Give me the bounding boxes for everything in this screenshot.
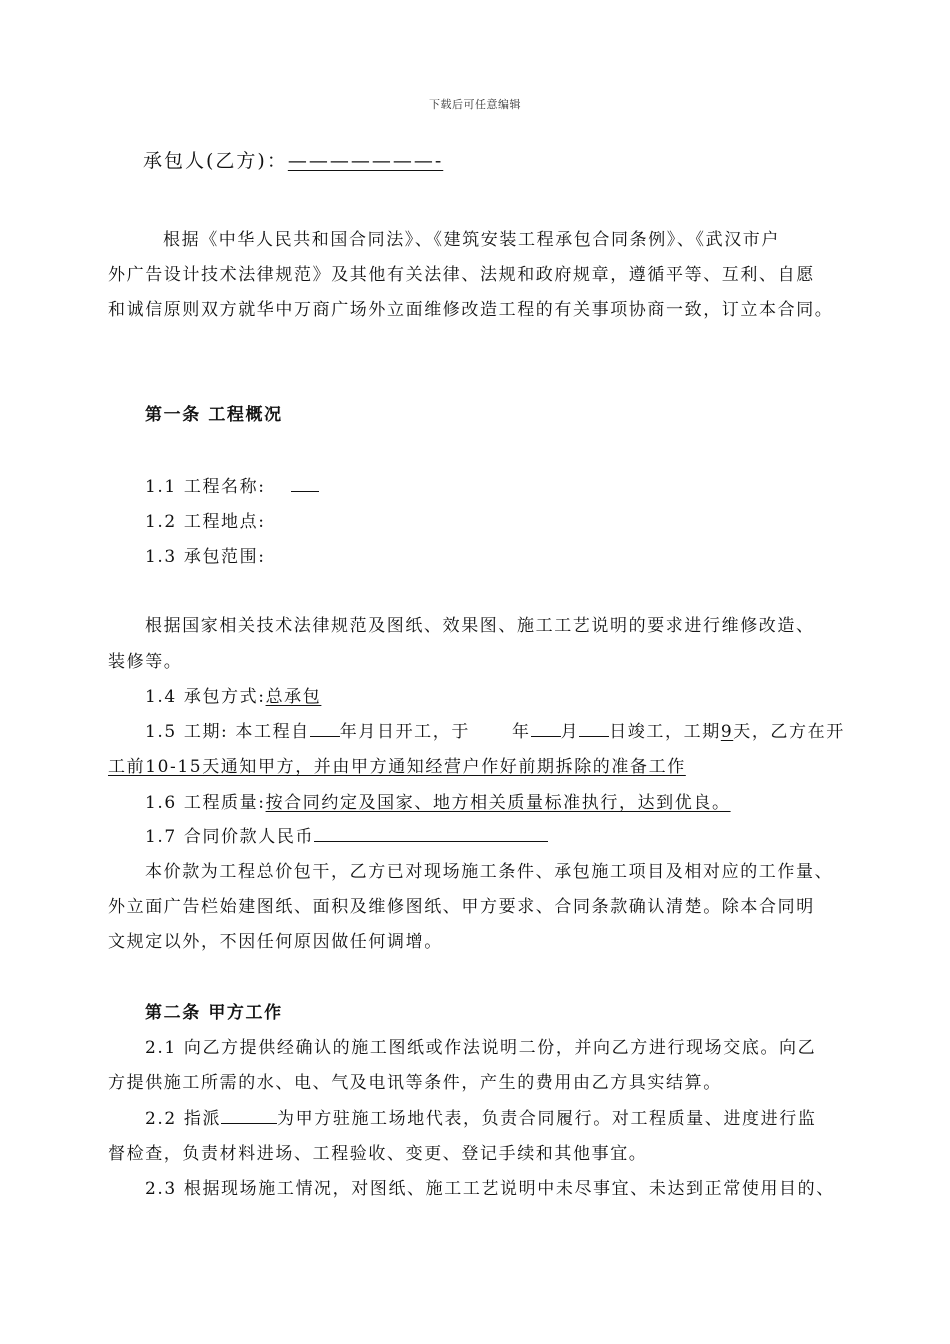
period-text-2: 年月日开工，于 (339, 722, 470, 742)
period-text-1: 1.5 工期: 本工程自 (145, 722, 310, 742)
construction-period-line-2 (108, 752, 686, 777)
period-end-month-blank (531, 718, 561, 737)
period-text-6: 天，乙方在开 (733, 722, 845, 742)
scope-text-line-1: 根据国家相关技术法律规范及图纸、效果图、施工工艺说明的要求进行维修改造、 (145, 616, 815, 636)
contractor-line (143, 146, 524, 173)
preamble-line-2: 外广告设计技术法律规范》及其他有关法律、法规和政府规章，遵循平等、互利、自愿 (108, 265, 815, 285)
construction-period-line-1 (145, 717, 845, 742)
price-text-line-2: 外立面广告栏始建图纸、面积及维修图纸、甲方要求、合同条款确认清楚。除本合同明 (108, 897, 815, 917)
party-a-item-2-1-line-1: 2.1 向乙方提供经确认的施工图纸或作法说明二份，并向乙方进行现场交底。向乙 (145, 1038, 817, 1058)
price-text-line-1: 本价款为工程总价包干，乙方已对现场施工条件、承包施工项目及相对应的工作量、 (145, 862, 834, 882)
period-text-3: 年 (511, 722, 531, 742)
contract-mode-label: 1.4 承包方式: (145, 687, 266, 707)
representative-blank (221, 1105, 277, 1124)
party-a-item-2-2-line-1 (145, 1104, 816, 1129)
contract-price-line (145, 822, 548, 847)
period-notice-text: 工前10-15天通知甲方，并由甲方通知经营户作好前期拆除的准备工作 (108, 757, 686, 777)
item-2-2-text-1: 2.2 指派 (145, 1109, 222, 1129)
period-text-5: 日竣工，工期 (609, 722, 721, 742)
article-2-heading: 第二条 甲方工作 (145, 1003, 283, 1023)
contract-mode-line (145, 682, 335, 707)
contract-scope-label: 1.3 承包范围: (145, 547, 266, 567)
project-location-label: 1.2 工程地点: (145, 512, 266, 532)
contract-price-blank (314, 823, 548, 842)
contractor-blank: ———————- (287, 150, 444, 172)
item-2-2-text-2: 为甲方驻施工场地代表，负责合同履行。对工程质量、进度进行监 (277, 1109, 817, 1129)
period-days-value: 9 (720, 722, 734, 742)
party-a-item-2-1-line-2: 方提供施工所需的水、电、气及电讯等条件，产生的费用由乙方具实结算。 (108, 1073, 722, 1093)
project-name-blank (291, 473, 319, 492)
contract-mode-value: 总承包 (265, 687, 322, 707)
article-1-heading: 第一条 工程概况 (145, 405, 283, 425)
project-name-label: 1.1 工程名称: (145, 477, 266, 497)
contract-price-label: 1.7 合同价款人民币 (145, 827, 315, 847)
period-start-year-blank (310, 718, 340, 737)
preamble-line-3: 和诚信原则双方就华中万商广场外立面维修改造工程的有关事项协商一致，订立本合同。 (108, 300, 834, 320)
project-name-line (145, 472, 319, 497)
quality-line (145, 788, 761, 813)
quality-label: 1.6 工程质量: (145, 793, 266, 813)
contractor-label: 承包人(乙方)： (143, 150, 288, 172)
period-text-4: 月 (560, 722, 580, 742)
scope-text-line-2: 装修等。 (108, 652, 183, 672)
period-end-day-blank (579, 718, 609, 737)
header-note: 下载后可任意编辑 (429, 98, 521, 111)
price-text-line-3: 文规定以外，不因任何原因做任何调增。 (108, 932, 443, 952)
party-a-item-2-2-line-2: 督检查，负责材料进场、工程验收、变更、登记手续和其他事宜。 (108, 1144, 648, 1164)
preamble-line-1: 根据《中华人民共和国合同法》、《建筑安装工程承包合同条例》、《武汉市户 (163, 230, 780, 250)
party-a-item-2-3-line-1: 2.3 根据现场施工情况，对图纸、施工工艺说明中未尽事宜、未达到正常使用目的、 (145, 1179, 835, 1199)
quality-value: 按合同约定及国家、地方相关质量标准执行，达到优良。 (265, 793, 731, 813)
